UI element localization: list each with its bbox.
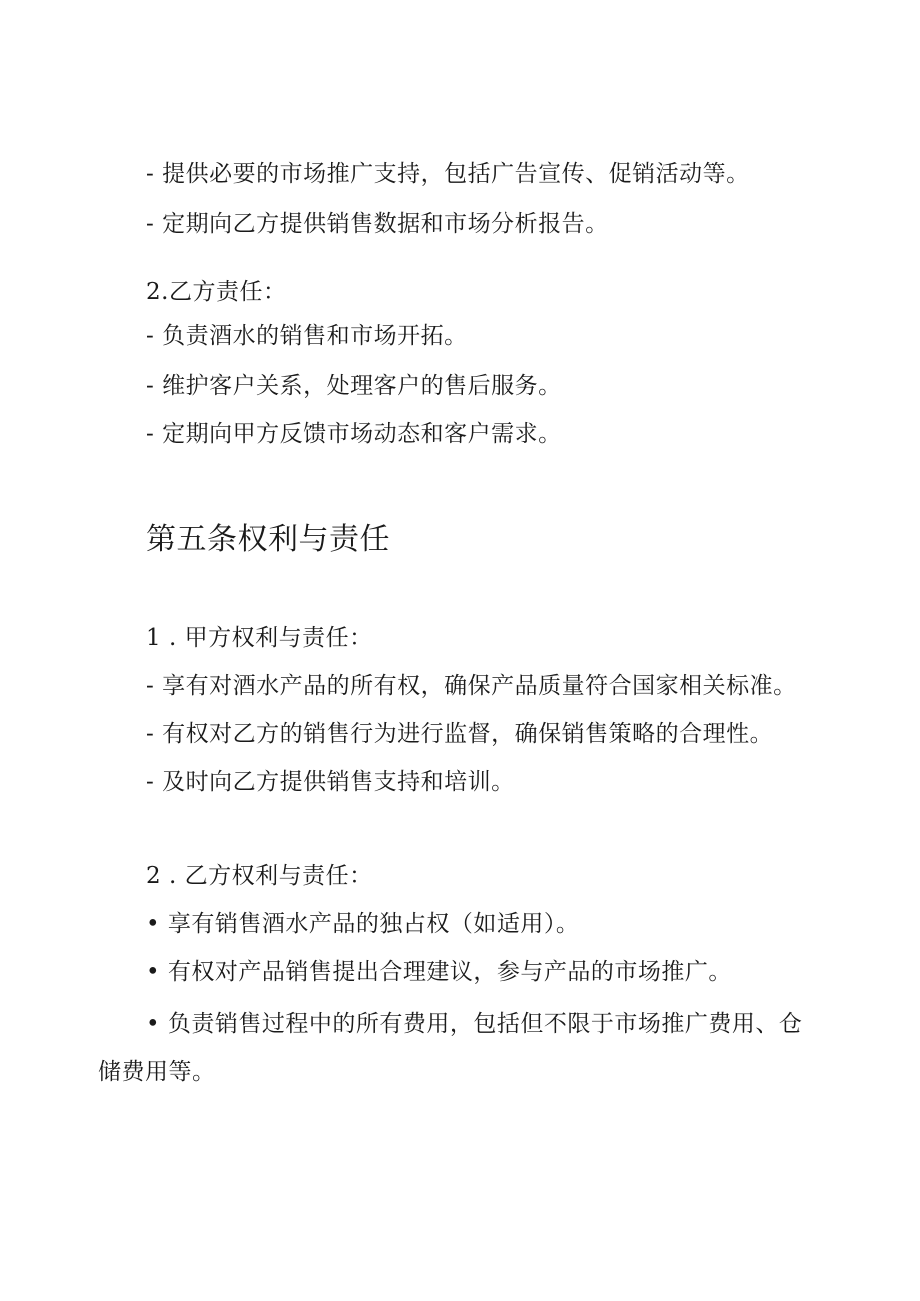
list-item: - 及时向乙方提供销售支持和培训。 <box>146 769 515 795</box>
list-item: - 维护客户关系，处理客户的售后服务。 <box>146 373 562 399</box>
subsection-title: 1 . 甲方权利与责任： <box>146 625 373 651</box>
list-item: - 负责酒水的销售和市场开拓。 <box>146 323 468 349</box>
section-heading: 第五条权利与责任 <box>146 522 390 557</box>
list-item: • 享有销售酒水产品的独占权（如适用）。 <box>146 911 580 937</box>
list-item: - 定期向乙方提供销售数据和市场分析报告。 <box>146 211 609 237</box>
list-item: - 提供必要的市场推广支持，包括广告宣传、促销活动等。 <box>146 161 750 187</box>
subsection-title: 2.乙方责任： <box>146 279 287 305</box>
list-item: • 有权对产品销售提出合理建议，参与产品的市场推广。 <box>146 959 732 985</box>
subsection-title: 2 . 乙方权利与责任： <box>146 863 373 889</box>
list-item-continuation: 储费用等。 <box>98 1059 216 1085</box>
list-item: - 享有对酒水产品的所有权，确保产品质量符合国家相关标准。 <box>146 673 797 699</box>
list-item: - 有权对乙方的销售行为进行监督，确保销售策略的合理性。 <box>146 721 774 747</box>
list-item: • 负责销售过程中的所有费用，包括但不限于市场推广费用、仓 <box>146 1011 803 1037</box>
list-item: - 定期向甲方反馈市场动态和客户需求。 <box>146 421 562 447</box>
